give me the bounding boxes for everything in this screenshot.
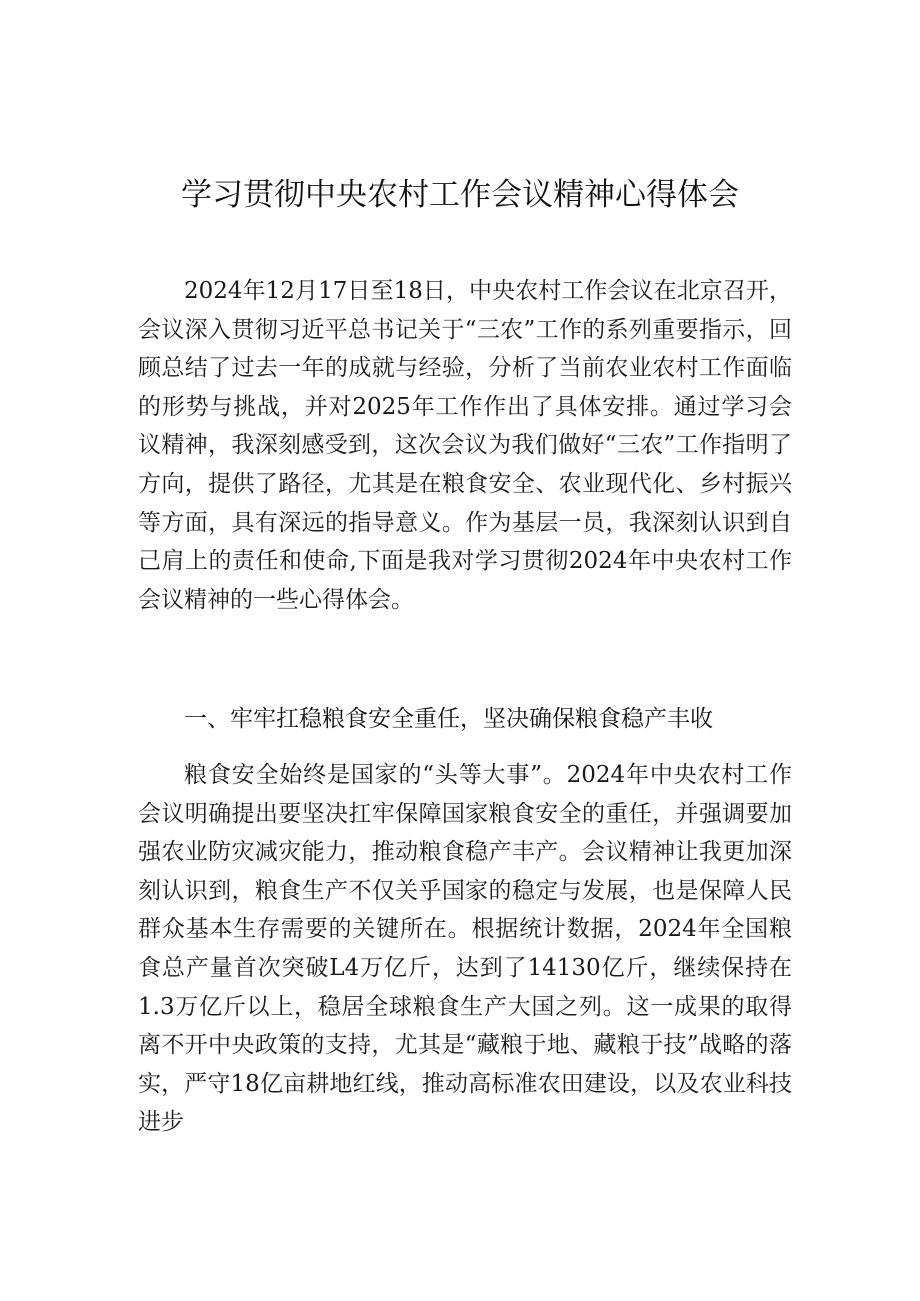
document-title: 学习贯彻中央农村工作会议精神心得体会 (181, 177, 739, 213)
section-paragraph: 粮食安全始终是国家的“头等大事”。2024年中央农村工作会议明确提出要坚决扛牢保障国家粮食安全的重任，并强调要加强农业防灾减灾能力，推动粮食稳产丰产。会议精神让我更加深刻认识到，粮食生产不仅关乎国家的稳定与发展，也是保障人民群众基本生存需要的关键所在。根据统计数据，2024年全国粮食总产量首次突破L4万亿斤，达到了14130亿斤，继续保持在1.3万亿斤以上，稳居全球粮食生产大国之列。这一成果的取得离不开中央政策的支持，尤其是“藏粮于地、藏粮于技”战略的落实，严守18亿亩耕地红线，推动高标准农田建设，以及农业科技进步 (138, 762, 792, 1136)
intro-paragraph: 2024年12月17日至18日，中央农村工作会议在北京召开，会议深入贯彻习近平总书记关于“三农”工作的系列重要指示，回顾总结了过去一年的成就与经验，分析了当前农业农村工作面临的形势与挑战，并对2025年工作作出了具体安排。通过学习会议精神，我深刻感受到，这次会议为我们做好“三农”工作指明了方向，提供了路径，尤其是在粮食安全、农业现代化、乡村振兴等方面，具有深远的指导意义。作为基层一员，我深刻认识到自己肩上的责任和使命,下面是我对学习贯彻2024年中央农村工作会议精神的一些心得体会。 (138, 278, 792, 613)
section-heading: 一、牢牢扛稳粮食安全重任，坚决确保粮食稳产丰收 (184, 706, 713, 732)
